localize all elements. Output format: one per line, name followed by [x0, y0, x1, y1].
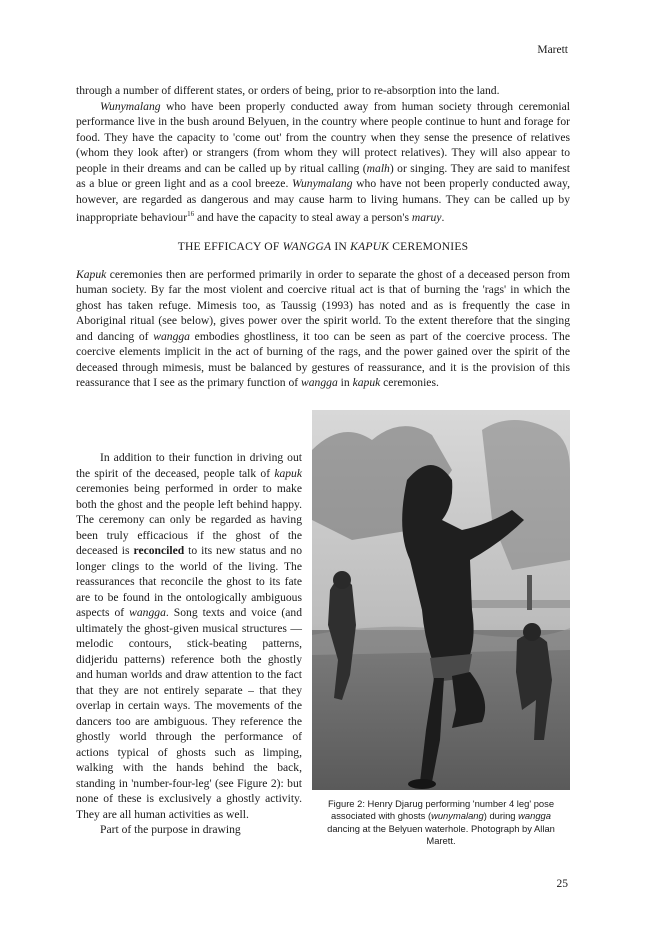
paragraph-4-text-c: to its new status and no longer clings to the world of the living. The reassurances that reconcile the ghost to its fate are to be found in the ontologically ambiguous aspects of — [76, 544, 303, 619]
paragraph-4-text-a: In addition to their function in driving out the spirit of the deceased, people talk of — [76, 451, 302, 480]
paragraph-2-text-a: who have been properly conducted away from human society through ceremonial performance live in the bush around Belyuen, in the country where people continue to hunt and forage for food. They have the capacity to 'come out' from the country when they sense the presence of relatives (whom they look after) or strangers (from whom they will protect relatives). They will also appear to people in their dreams and can be called up by ritual calling ( — [76, 99, 570, 175]
caption-term-wunymalang: wunymalang — [431, 810, 484, 822]
footnote-ref-16: 16 — [187, 210, 195, 218]
term-wangga: wangga — [153, 329, 190, 343]
heading-text-b: IN — [331, 240, 351, 254]
term-wunymalang-2: Wunymalang — [291, 177, 353, 190]
page-number: 25 — [556, 878, 568, 890]
paragraph-2-text-e: . — [441, 210, 445, 224]
section-heading — [76, 239, 570, 255]
paragraph-3-text-c: in — [337, 376, 353, 390]
caption-text-c: dancing at the Belyuen waterhole. Photograph by Allan Marett. — [327, 822, 555, 847]
paragraph-3 — [76, 267, 570, 391]
paragraph-1: through a number of different states, or orders of being, prior to re-absorption into the land. — [76, 84, 500, 97]
term-kapuk: Kapuk — [76, 267, 107, 281]
paragraph-2-text-d: and have the capacity to steal away a person's — [194, 210, 412, 224]
body-text-left-column — [76, 450, 302, 838]
heading-text-a: THE EFFICACY OF — [177, 240, 283, 254]
figure-2 — [312, 410, 570, 848]
term-kapuk-2: kapuk — [352, 376, 381, 390]
paragraph-2 — [76, 99, 570, 226]
paragraph-3-text-b: embodies ghostliness, it too can be seen as part of the coercive process. The coercive elements implicit in the act of burning of the rags, and the power gained over the spirit of the deceased through mimesis, must be balanced by gestures of reassurance, and it is the provision of this reassurance that I see as the primary function of — [76, 329, 570, 390]
term-wangga-2: wangga — [301, 376, 338, 390]
paragraph-2-text-b: ) or singing. They are said to manifest as a blue or green light and as a cool breeze. — [76, 161, 570, 190]
caption-text-a: Figure 2: Henry Djarug performing 'number 4 leg' pose associated with ghosts ( — [327, 798, 555, 822]
heading-term-wangga: WANGGA — [282, 240, 332, 254]
paragraph-4 — [76, 450, 302, 822]
term-maruy: maruy — [411, 210, 442, 224]
heading-text-c: CEREMONIES — [389, 240, 469, 254]
figure-caption — [312, 798, 570, 848]
dancer-photograph — [312, 410, 570, 790]
paragraph-2-text-c: who have not been properly conducted away, however, are regarded as dangerous and may cause harm to living humans. They can be called up by inappropriate behaviour — [76, 177, 571, 224]
paragraph-4-text-b: ceremonies being performed in order to make both the ghost and the people left behind happy. The ceremony can only be regarded as having been truly efficacious if the ghost of the deceased is — [76, 482, 302, 557]
term-kapuk-3: kapuk — [274, 466, 302, 480]
paragraph-4-text-d: . Song texts and voice (and ultimately the ghost-given musical structures — melodic contours, stick-beating patterns, didjeridu patterns) reference both the ghostly and human worlds and draw attention to the fact that they are not entirely separate – that they overlap in certain ways. The movements of the dancers too are ambiguous. They reference the ghostly world through the performance of actions typical of ghosts such as limping, walking with the hands behind the back, standing in 'number-four-leg' (see Figure 2): but none of these is exclusively a ghostly activity. They are all human activities as well. — [76, 606, 302, 821]
term-reconciled: reconciled — [133, 544, 185, 557]
caption-text-b: ) during — [483, 810, 519, 822]
term-wunymalang: Wunymalang — [100, 99, 161, 113]
running-head: Marett — [537, 44, 568, 56]
caption-term-wangga: wangga — [518, 810, 551, 822]
paragraph-3-text-a: ceremonies then are performed primarily in order to separate the ghost of a deceased person from human society. By far the most violent and coercive ritual act is that of burning the 'rags' in which the ghost has taken refuge. Mimesis too, as Taussig (1993) has noted and as is frequently the case in Aboriginal ritual (see below), gives power over the spirit world. To the extent therefore that the singing and dancing of — [76, 267, 570, 343]
paragraph-5: Part of the purpose in drawing — [100, 823, 241, 836]
body-text-top — [76, 83, 570, 391]
paragraph-3-text-d: ceremonies. — [380, 376, 439, 390]
heading-term-kapuk: KAPUK — [350, 240, 390, 254]
term-malh: malh — [366, 161, 390, 175]
term-wangga-3: wangga — [129, 606, 166, 619]
